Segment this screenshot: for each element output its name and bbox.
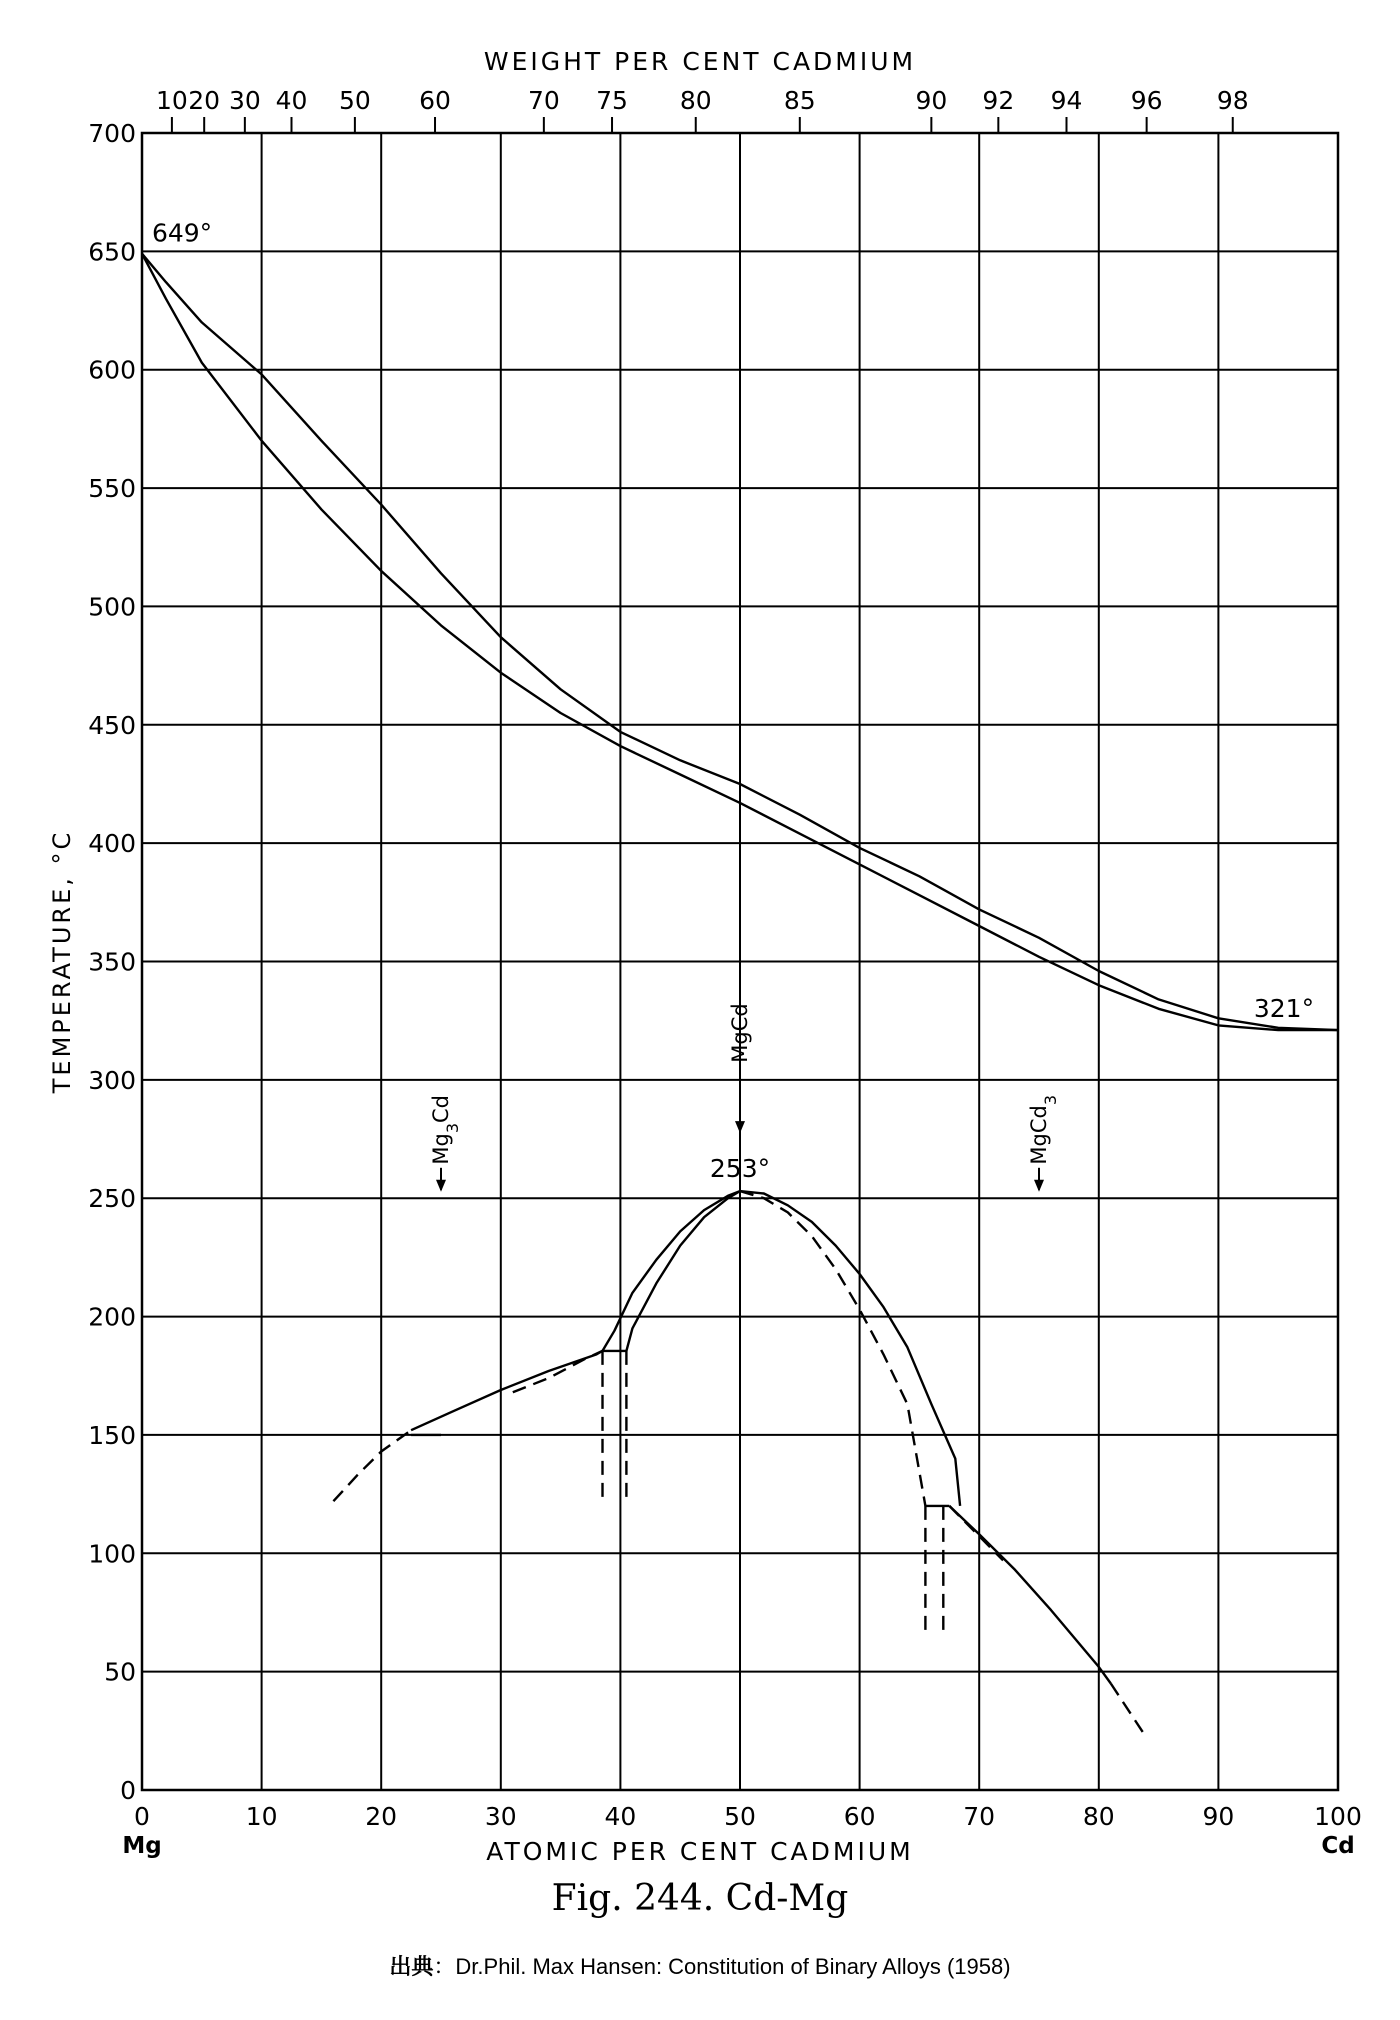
y-tick-label: 700	[88, 119, 136, 148]
x-tick-label: 20	[365, 1802, 398, 1831]
y-tick-label: 150	[88, 1420, 136, 1450]
phase-boundary-solid	[949, 1506, 1111, 1684]
y-tick-label: 200	[88, 1302, 136, 1332]
x-tick-label: 70	[963, 1802, 996, 1831]
phase-arrow-head	[436, 1180, 446, 1192]
phase-label-0: $Mg_3Cd$	[429, 1094, 462, 1165]
top-axis-tick-label: 50	[338, 86, 371, 115]
top-axis-tick-label: 98	[1216, 86, 1249, 115]
phase-boundary-solid	[411, 1351, 602, 1430]
y-tick-label: 650	[88, 237, 136, 267]
annotation-321: 321°	[1253, 994, 1315, 1024]
x-tick-label: 40	[604, 1802, 637, 1831]
top-axis-tick-label: 90	[915, 86, 948, 115]
y-tick-label: 550	[88, 474, 136, 504]
label-layer	[152, 219, 1314, 1192]
annotation-649: 649°	[151, 218, 213, 248]
x-tick-label: 100	[1314, 1802, 1362, 1831]
figure-caption: Fig. 244. Cd-Mg	[551, 1878, 849, 1919]
top-axis-title: WEIGHT PER CENT CADMIUM	[483, 47, 917, 76]
y-tick-label: 350	[88, 947, 136, 977]
top-axis-tick-label: 20	[188, 86, 221, 115]
top-axis-tick-label: 10	[155, 86, 188, 115]
top-axis-tick-label: 40	[275, 86, 308, 115]
y-axis-title: TEMPERATURE, °C	[48, 829, 76, 1094]
annotation-253: 253°	[709, 1154, 771, 1184]
top-axis-tick-label: 92	[982, 86, 1015, 115]
y-tick-label: 50	[104, 1657, 136, 1687]
y-tick-label: 400	[88, 829, 136, 859]
top-axis-tick-label: 80	[679, 86, 712, 115]
x-tick-label: 0	[134, 1802, 150, 1831]
y-tick-label: 250	[88, 1184, 136, 1214]
y-tick-label: 450	[88, 710, 136, 740]
phase-label-1: MgCd	[728, 1003, 752, 1063]
phase-boundary-dashed	[1111, 1684, 1147, 1738]
top-axis-tick-label: 75	[596, 86, 628, 115]
x-end-label-right: Cd	[1321, 1833, 1355, 1859]
top-axis-tick-label: 30	[228, 86, 261, 115]
phase-boundary-dashed	[740, 1191, 925, 1506]
grid-layer	[142, 133, 1338, 1790]
source-caption	[0, 1950, 1400, 1981]
axis-layer	[48, 47, 1362, 1866]
top-axis-tick-label: 96	[1130, 86, 1163, 115]
phase-boundary-dashed	[949, 1506, 1003, 1561]
phase-arrow-head	[1034, 1180, 1044, 1192]
source-text: ：Dr.Phil. Max Hansen: Constitution of Binary Alloys (1958)	[433, 1954, 1011, 1979]
phase-arrow-head	[735, 1121, 745, 1133]
y-tick-label: 500	[88, 592, 136, 622]
top-axis-tick-label: 94	[1050, 86, 1083, 115]
y-tick-label: 600	[88, 355, 136, 385]
y-tick-label: 0	[120, 1776, 136, 1805]
y-tick-label: 100	[88, 1539, 136, 1569]
top-axis-tick-label: 85	[783, 86, 816, 115]
top-axis-tick-label: 70	[527, 86, 560, 115]
x-tick-label: 90	[1202, 1802, 1235, 1831]
y-tick-label: 300	[88, 1065, 136, 1095]
phase-boundary-dashed	[333, 1430, 411, 1501]
source-label: 出典	[389, 1954, 434, 1979]
x-tick-label: 50	[724, 1802, 756, 1831]
x-axis-title: ATOMIC PER CENT CADMIUM	[486, 1837, 914, 1866]
phase-label-2: MgCd$_3$	[1027, 1094, 1060, 1165]
phase-boundary-solid	[603, 1191, 961, 1506]
x-tick-label: 10	[245, 1802, 278, 1831]
top-axis-tick-label: 60	[419, 86, 451, 115]
phase-boundary-solid	[603, 1191, 741, 1351]
x-tick-label: 30	[484, 1802, 517, 1831]
x-tick-label: 60	[843, 1802, 876, 1831]
x-tick-label: 80	[1082, 1802, 1115, 1831]
x-end-label-left: Mg	[122, 1833, 162, 1859]
